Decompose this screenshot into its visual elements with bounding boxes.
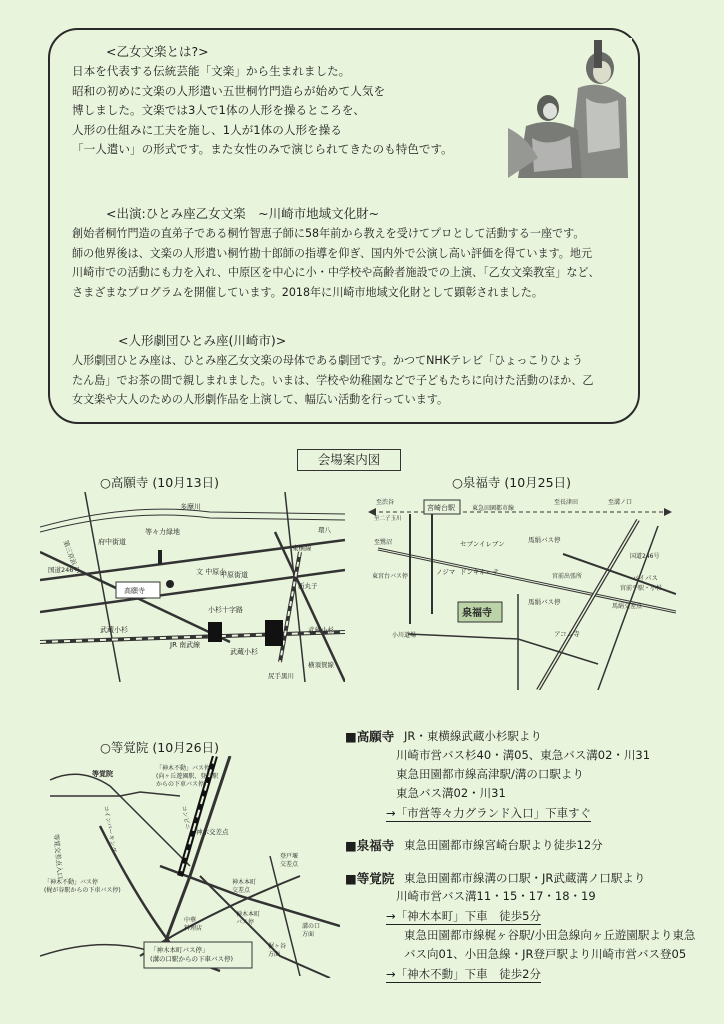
access-kogan-line: 川崎市営バス杉40・溝05、東急バス溝02・川31 bbox=[396, 748, 651, 762]
kogan-kanpachi-label: 環八 bbox=[318, 526, 331, 534]
kogan-shimonumabe-label: 尻手黒川 bbox=[268, 672, 294, 680]
section1-text bbox=[72, 62, 453, 160]
kogan-station-block bbox=[208, 622, 222, 642]
kogan-kosugi-st-label: 武蔵小杉 bbox=[100, 626, 128, 634]
puppet-photo bbox=[508, 38, 632, 178]
todokaku-bus-fudo-label: 「神木不動」バス停 (向ヶ丘遊園駅、登戸駅 からの下車バス停) bbox=[156, 765, 219, 788]
kogan-dai3-label: 第三京浜 bbox=[61, 539, 78, 567]
senpuku-mizonokuchi-label: 至溝ノ口 bbox=[608, 499, 633, 506]
todokaku-convenience-label: コンビニ bbox=[180, 805, 192, 830]
senpuku-nojima-label: ノジマ bbox=[436, 568, 456, 576]
kogan-kosugi-label: 小杉十字路 bbox=[208, 606, 243, 614]
todokaku-shinboku-cross-label: 神木交差点 bbox=[196, 828, 229, 836]
access-senpuku-title: ■泉福寺 bbox=[345, 838, 395, 853]
kogan-nanbu-label: JR 南武線 bbox=[170, 641, 201, 649]
kogan-location-pin bbox=[166, 580, 174, 588]
senpuku-711-label: セブンイレブン bbox=[460, 540, 505, 548]
kogan-fuchu-label: 府中街道 bbox=[98, 538, 126, 546]
todokaku-map bbox=[40, 756, 340, 978]
map-guide-title: 会場案内図 bbox=[297, 449, 401, 471]
senpuku-temple-label: 泉福寺 bbox=[462, 608, 492, 619]
access-kogan-note-text: →「市営等々力グランド入口」下車すぐ bbox=[386, 806, 592, 820]
senpuku-shibuya-label: 至渋谷 bbox=[376, 499, 395, 506]
section2-line: 創始者桐竹門造の直弟子である桐竹智恵子師に58年前から教えを受けてプロとして活動する一座です。 bbox=[72, 227, 585, 240]
todokaku-bus-hon-label: 「神木本町バス停」 (溝の口駅からの下車バス停) bbox=[150, 946, 234, 963]
section3-line: 人形劇団ひとみ座は、ひとみ座乙女文楽の母体である劇団です。かつてNHKテレビ「ひょっこりひょう bbox=[72, 354, 583, 367]
todokaku-honcho-label: 神木本町 交差点 bbox=[232, 879, 257, 894]
access-senpuku-line: 東急田園都市線宮崎台駅より徒歩12分 bbox=[404, 838, 603, 852]
section2-line: さまざまなプログラムを開催しています。2018年に川崎市地域文化財として顕彰されました。 bbox=[72, 285, 543, 299]
senpuku-cross-label: 馬絹交差点 bbox=[612, 603, 643, 610]
kogan-map-heading: ○高願寺 (10月13日) bbox=[100, 475, 219, 490]
section1-line: 博しました。文楽では3人で1体の人形を操るところを、 bbox=[72, 103, 366, 117]
access-todokaku-note2-text: →「神木不動」下車 徒歩2分 bbox=[386, 967, 541, 981]
section3-line: たん島」でお茶の間で親しまれました。いまは、学校や幼稚園などで子どもたちに向けた活動のほか、乙 bbox=[72, 373, 594, 387]
section2-text bbox=[72, 224, 600, 302]
access-kogan-line: JR・東横線武蔵小杉駅より bbox=[404, 729, 542, 743]
todokaku-bus-fudo2-label: 「神木不動」バス停 (梶が谷駅からの下車バス停) bbox=[44, 879, 121, 894]
kogan-nakahara-label: 中原街道 bbox=[220, 571, 248, 579]
access-todokaku-note1-text: →「神木本町」下車 徒歩5分 bbox=[386, 909, 541, 923]
access-todokaku-line2: 東急田園都市線梶ヶ谷駅/小田急線向ヶ丘遊園駅より東急 bbox=[404, 928, 696, 942]
kogan-yokosuka-label: 横須賀線 bbox=[308, 661, 334, 669]
section1-heading: <乙女文楽とは?> bbox=[106, 44, 209, 59]
access-kogan-note bbox=[386, 805, 591, 821]
senpuku-bypass-label: バイパス bbox=[632, 574, 658, 582]
senpuku-line-label: 東急田園都市線 bbox=[472, 505, 515, 512]
access-todokaku-note1 bbox=[386, 908, 541, 924]
access-kogan-line: 東急バス溝02・川31 bbox=[396, 786, 506, 800]
senpuku-donki-label: ドンキホーテ bbox=[460, 568, 499, 576]
access-kogan-title: ■高願寺 bbox=[345, 729, 395, 744]
todokaku-chuka-label: 中華 料理店 bbox=[184, 917, 203, 932]
kogan-school-label: 文 中原小 bbox=[196, 568, 227, 576]
todokaku-temple-label: 等覚院 bbox=[92, 770, 113, 778]
access-kogan-line: 東急田園都市線高津駅/溝の口駅より bbox=[396, 767, 584, 781]
section2-heading: <出演:ひとみ座乙女文楽 ~川崎市地域文化財~ bbox=[106, 206, 380, 221]
kogan-kosugi2-label: 武蔵小杉 bbox=[230, 648, 258, 656]
kogan-246-label: 国道246号 bbox=[48, 566, 80, 574]
kogan-musashinakahara-label: 武蔵小杉 bbox=[308, 626, 334, 634]
kogan-shinmaruko-label: 新丸子 bbox=[298, 582, 318, 590]
section3-heading: <人形劇団ひとみ座(川崎市)> bbox=[118, 333, 287, 348]
access-todokaku-line2: バス向01、小田急線・JR登戸駅より川崎市営バス登05 bbox=[404, 947, 687, 961]
section1-line: 「一人遣い」の形式です。また女性のみで演じられてきたのも特色です。 bbox=[72, 142, 453, 156]
section3-text bbox=[72, 351, 593, 410]
access-todokaku-note2 bbox=[386, 966, 541, 982]
kogan-todoroki-label: 等々力緑地 bbox=[145, 528, 180, 536]
kogan-station-block bbox=[265, 620, 283, 646]
senpuku-bus3-label: 東宮台バス停 bbox=[372, 573, 409, 580]
todokaku-coinparking-label: コインパーキング bbox=[102, 805, 118, 853]
todokaku-map-heading: ○等覚院 (10月26日) bbox=[100, 740, 219, 755]
access-todokaku-line: 川崎市営バス溝11・15・17・18・19 bbox=[396, 889, 596, 903]
senpuku-nagatsuta-label: 至長津田 bbox=[554, 499, 579, 506]
senpuku-station-label: 宮崎台駅 bbox=[427, 504, 455, 512]
senpuku-map-heading: ○泉福寺 (10月25日) bbox=[452, 475, 571, 490]
senpuku-ogawa-label: 小川道場 bbox=[392, 632, 417, 639]
todokaku-mizonokuchi-label: 溝の口 方面 bbox=[302, 923, 321, 938]
section1-line: 日本を代表する伝統芸能「文楽」から生まれました。 bbox=[72, 64, 351, 78]
kogan-river-label: 多摩川 bbox=[180, 503, 201, 511]
section2-line: 師の他界後は、文楽の人形遣い桐竹勘十郎師の指導を仰ぎ、国内外で公演し高い評価を得ています。地元 bbox=[72, 246, 593, 260]
todokaku-kudari-label: 登戸堰 交差点 bbox=[280, 853, 299, 868]
access-todokaku-line: 東急田園都市線溝の口駅・JR武蔵溝ノ口駅より bbox=[404, 871, 646, 885]
section1-line: 人形の仕組みに工夫を施し、1人が1体の人形を操る bbox=[72, 122, 342, 137]
section1-line: 昭和の初めに文楽の人形遣い五世桐竹門造らが始めて人気を bbox=[72, 83, 386, 98]
kogan-map bbox=[40, 492, 345, 682]
section2-line: 川崎市での活動にも力を入れ、中原区を中心に小・中学校や高齢者施設での上演、「乙女文楽教室」など、 bbox=[72, 266, 600, 279]
todokaku-kajigaya-label: 梶ヶ谷 方面 bbox=[268, 943, 287, 958]
access-todokaku-title: ■等覚院 bbox=[345, 871, 395, 886]
todokaku-honcho-bus-label: 神木本町 バス停 bbox=[236, 911, 261, 926]
section3-line: 女文楽や大人のための人形劇作品を上演して、幅広い活動を行っています。 bbox=[72, 393, 449, 406]
senpuku-bus1-label: 馬絹バス停 bbox=[528, 536, 561, 544]
todokaku-iriguchi-label: 等覚交差点入口 bbox=[52, 833, 64, 880]
senpuku-246-label: 国道246号 bbox=[630, 553, 660, 560]
senpuku-bus2-label: 馬絹バス停 bbox=[528, 598, 561, 606]
senpuku-north-label: 至鷺沼 bbox=[374, 539, 393, 546]
senpuku-akoma-label: アコム寺 bbox=[554, 630, 580, 638]
kogan-temple-label: 高願寺 bbox=[124, 587, 145, 595]
kogan-toyoko-label: 東横線 bbox=[292, 544, 312, 552]
senpuku-map bbox=[368, 494, 676, 690]
senpuku-post-label: 宮前出張所 bbox=[552, 573, 583, 580]
senpuku-miyamae-label: 宮前平駅・小杉 bbox=[620, 585, 663, 592]
senpuku-futako-label: 至二子玉川 bbox=[374, 516, 402, 522]
